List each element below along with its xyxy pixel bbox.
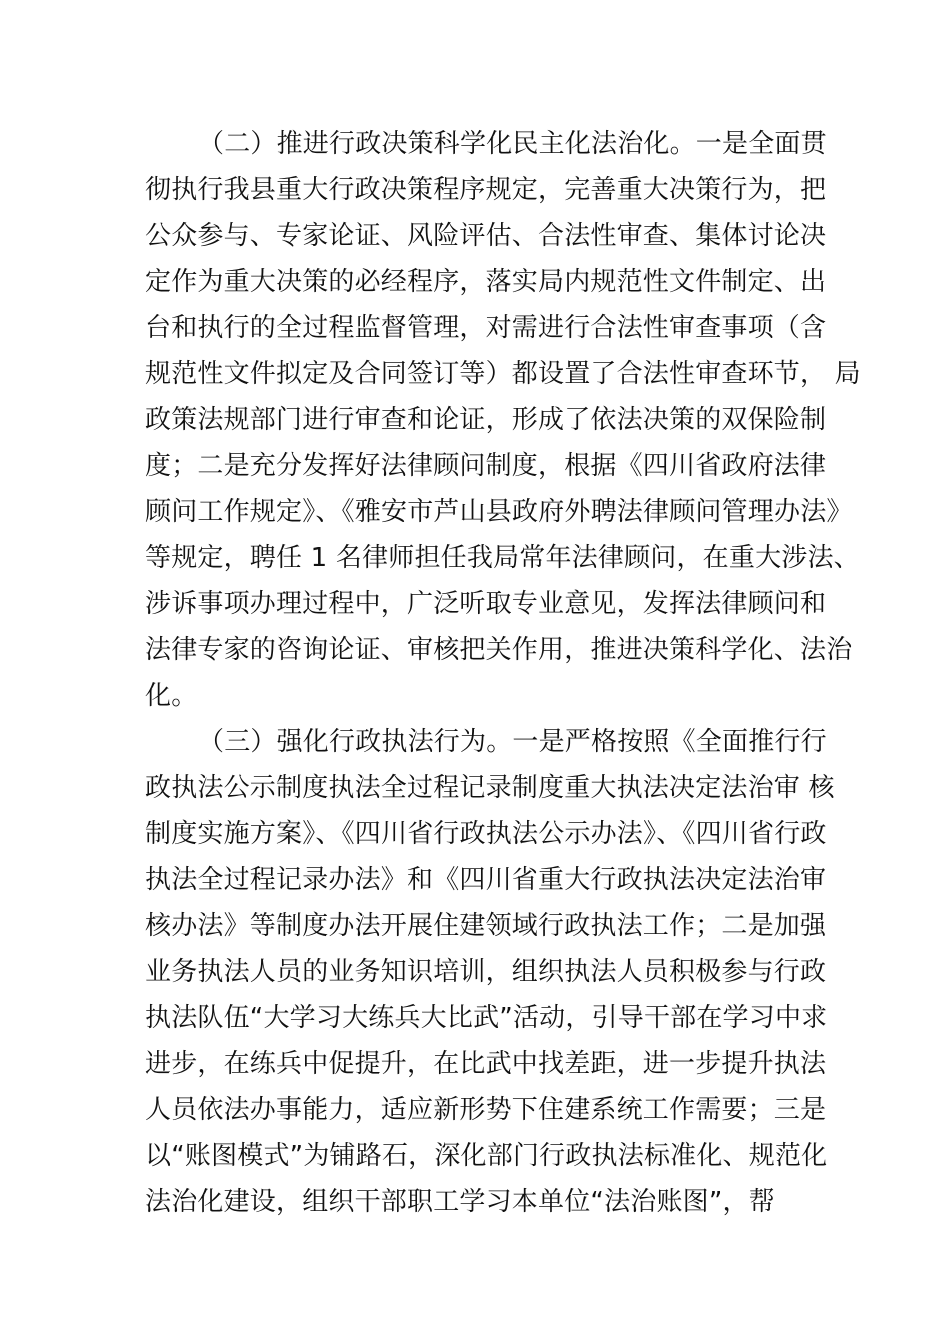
text-line: 核办法》等制度办法开展住建领域行政执法工作；二是加强 xyxy=(145,911,827,941)
text-line: 顾问工作规定》、《雅安市芦山县政府外聘法律顾问管理办法》 xyxy=(145,497,853,527)
text-line: 政策法规部门进行审查和论证，形成了依法决策的双保险制 xyxy=(145,405,827,435)
text-line: 法律专家的咨询论证、审核把关作用，推进决策科学化、法治 xyxy=(145,635,853,665)
text-line: 定作为重大决策的必经程序，落实局内规范性文件制定、出 xyxy=(145,267,827,297)
text-line: 涉诉事项办理过程中，广泛听取专业意见，发挥法律顾问和 xyxy=(145,589,827,619)
text-line: 台和执行的全过程监督管理，对需进行合法性审查事项（含 xyxy=(145,313,827,343)
text-line: 法治化建设，组织干部职工学习本单位“法治账图”，帮 xyxy=(145,1187,775,1217)
text-line: 彻执行我县重大行政决策程序规定，完善重大决策行为，把 xyxy=(145,175,827,205)
text-line: （二）推进行政决策科学化民主化法治化。一是全面贯 xyxy=(198,129,827,159)
text-line: 执法全过程记录办法》和《四川省重大行政执法决定法治审 xyxy=(145,865,827,895)
text-line: 规范性文件拟定及合同签订等）都设置了合法性审查环节， 局 xyxy=(145,359,861,389)
text-line: 公众参与、专家论证、风险评估、合法性审查、集体讨论决 xyxy=(145,221,827,251)
text-line: 执法队伍“大学习大练兵大比武”活动，引导干部在学习中求 xyxy=(145,1003,828,1033)
text-line: 度；二是充分发挥好法律顾问制度，根据《四川省政府法律 xyxy=(145,451,827,481)
text-line: 制度实施方案》、《四川省行政执法公示办法》、《四川省行政 xyxy=(145,819,827,849)
text-line: 进步，在练兵中促提升，在比武中找差距，进一步提升执法 xyxy=(145,1049,827,1079)
text-line: 业务执法人员的业务知识培训，组织执法人员积极参与行政 xyxy=(145,957,827,987)
text-line: 以“账图模式”为铺路石，深化部门行政执法标准化、规范化 xyxy=(145,1141,828,1171)
text-line: 等规定，聘任 1 名律师担任我局常年法律顾问，在重大涉法、 xyxy=(145,543,860,573)
text-line: 政执法公示制度执法全过程记录制度重大执法决定法治审 核 xyxy=(145,773,835,803)
text-line: 化。 xyxy=(145,681,198,711)
text-line: 人员依法办事能力，适应新形势下住建系统工作需要；三是 xyxy=(145,1095,827,1125)
text-line: （三）强化行政执法行为。一是严格按照《全面推行行 xyxy=(198,727,827,757)
